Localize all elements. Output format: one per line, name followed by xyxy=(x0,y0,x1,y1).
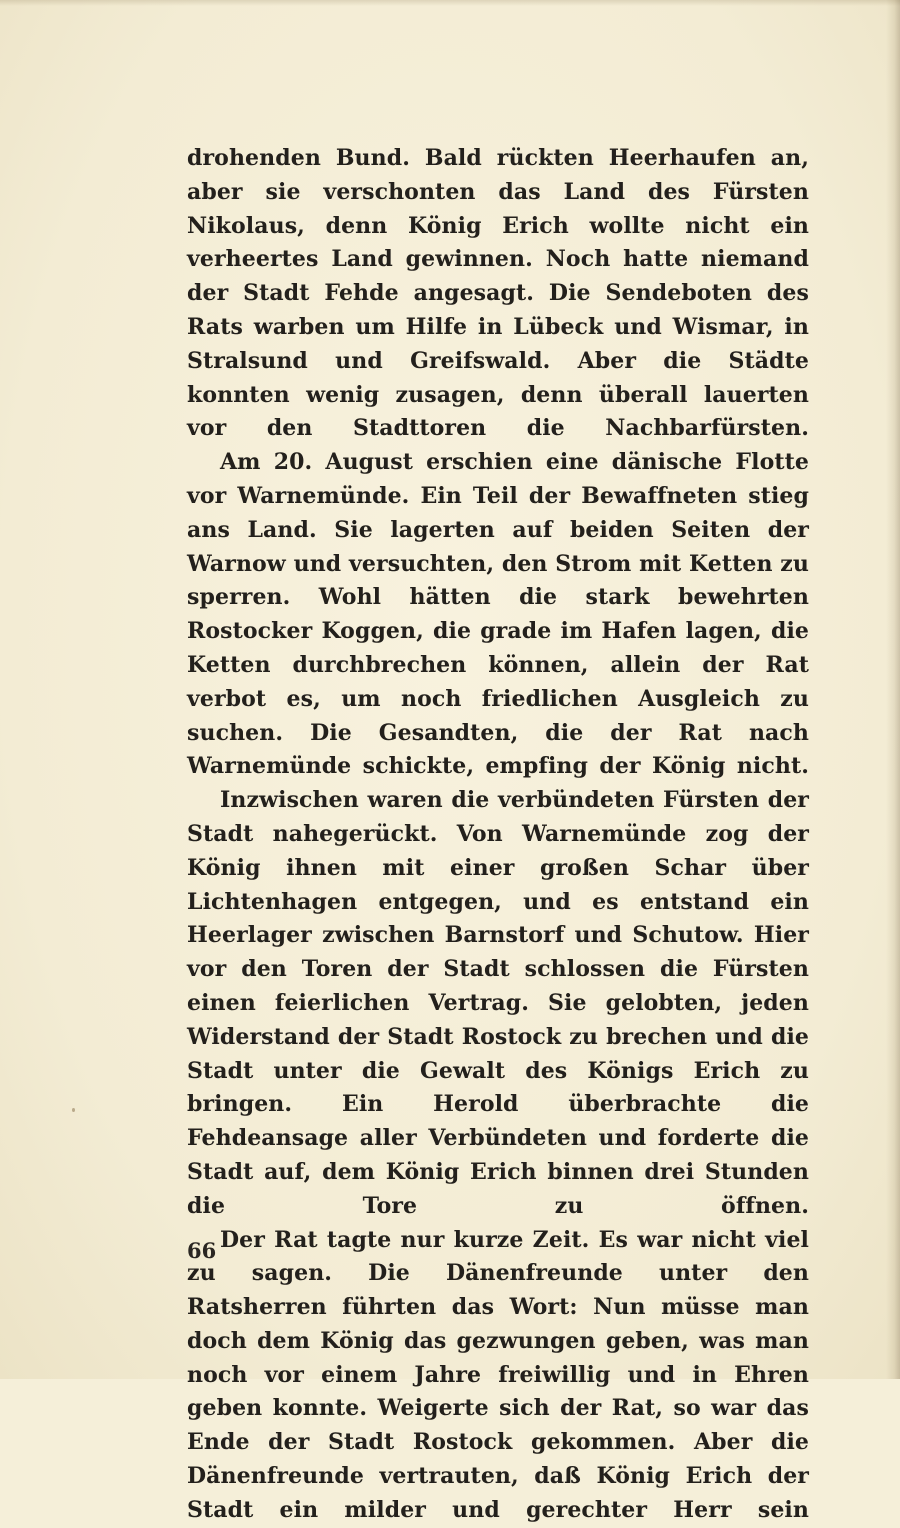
paragraph-4: Der Rat tagte nur kurze Zeit. Es war nicht viel zu sagen. Die Dänenfreunde unter den Ratsherren führten das Wort: Nun müsse man doch dem König das gezwungen geben, was man noch vor einem Jahre freiwillig und in Ehren geben konnte. Weigerte sich der Rat, so war das Ende der Stadt Rostock gekommen. Aber die Dänenfreunde vertrauten, daß König Erich der Stadt ein milder und gerechter Herr sein xyxy=(187,1226,809,1523)
body-text xyxy=(187,142,809,1528)
page-number: 66 xyxy=(187,1238,217,1263)
page-top-shadow xyxy=(0,0,900,6)
paper-speck xyxy=(72,1108,75,1112)
paragraph-1: drohenden Bund. Bald rückten Heerhaufen an, aber sie verschonten das Land des Fürsten Nikolaus, denn König Erich wollte nicht ein verheertes Land gewinnen. Noch hatte niemand der Stadt Fehde angesagt. Die Sendeboten des Rats warben um Hilfe in Lübeck und Wismar, in Stralsund und Greifswald. Aber die Städte konnten wenig zusagen, denn überall lauerten vor den Stadttoren die Nachbarfürsten. xyxy=(187,145,809,442)
page-right-shadow xyxy=(886,0,900,1379)
paragraph-2: Am 20. August erschien eine dänische Flotte vor Warnemünde. Ein Teil der Bewaffneten stieg ans Land. Sie lagerten auf beiden Seiten der Warnow und versuchten, den Strom mit Ketten zu sperren. Wohl hätten die stark bewehrten Rostocker Koggen, die grade im Hafen lagen, die Ketten durchbrechen können, allein der Rat verbot es, um noch friedlichen Ausgleich zu suchen. Die Gesandten, die der Rat nach Warnemünde schickte, empfing der König nicht. xyxy=(187,449,809,780)
paragraph-3: Inzwischen waren die verbündeten Fürsten der Stadt nahegerückt. Von Warnemünde zog der König ihnen mit einer großen Schar über Lichtenhagen entgegen, und es entstand ein Heerlager zwischen Barnstorf und Schutow. Hier vor den Toren der Stadt schlossen die Fürsten einen feierlichen Vertrag. Sie gelobten, jeden Widerstand der Stadt Rostock zu brechen und die Stadt unter die Gewalt des Königs Erich zu bringen. Ein Herold überbrachte die Fehdeansage aller Verbündeten und forderte die Stadt auf, dem König Erich binnen drei Stunden die Tore zu öffnen. xyxy=(187,787,809,1219)
